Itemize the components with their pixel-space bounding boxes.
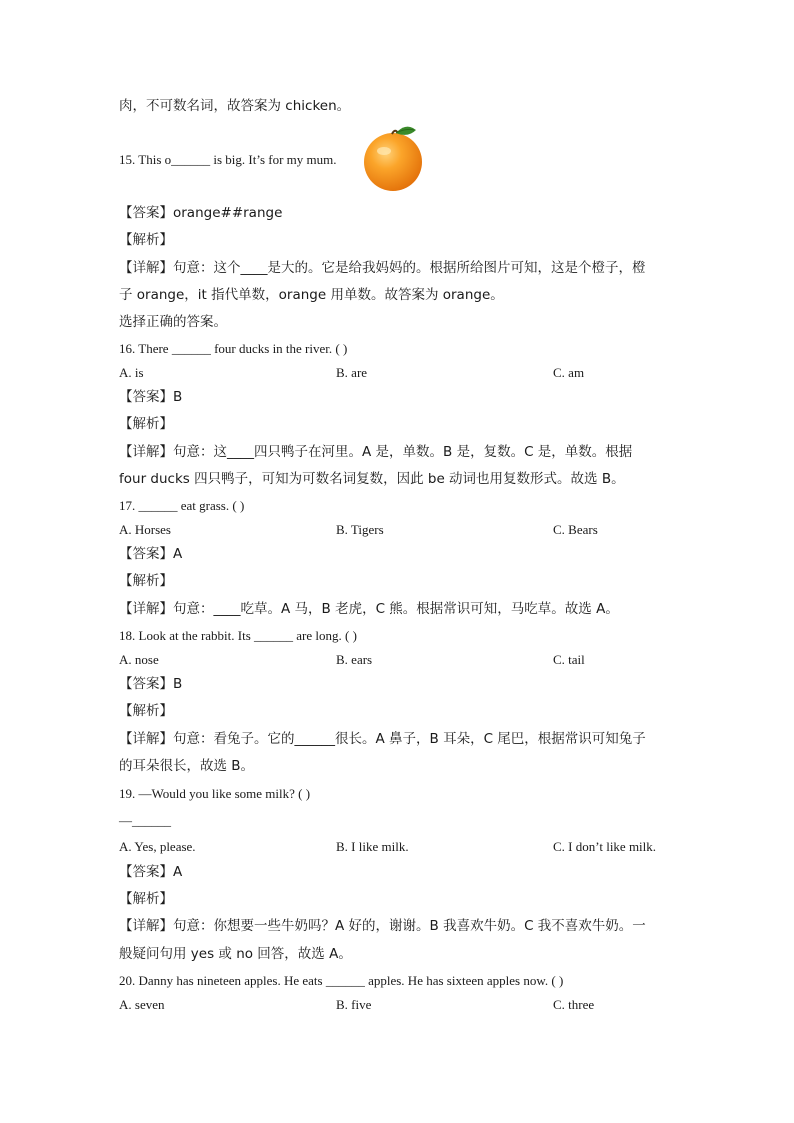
detail-18-line-2: 的耳朵很长，故选 B。: [119, 758, 255, 774]
option-19-c: C. I don’t like milk.: [553, 839, 657, 854]
detail-15-line-2: 子 orange，it 指代单数，orange 用单数。故答案为 orange。: [119, 287, 504, 303]
option-17-b: B. Tigers: [336, 522, 384, 537]
analysis-15: 【解析】: [119, 232, 173, 248]
answer-17: 【答案】A: [119, 546, 183, 562]
detail-15-line-1: 【详解】句意：这个____是大的。它是给我妈妈的。根据所给图片可知，这是个橙子，橙: [119, 260, 646, 276]
question-18: 18. Look at the rabbit. Its ______ are long. ( ): [119, 628, 357, 643]
question-16: 16. There ______ four ducks in the river. ( ): [119, 341, 348, 356]
orange-image: [362, 124, 426, 194]
question-15: 15. This o______ is big. It’s for my mum.: [119, 152, 337, 167]
text-line: 肉，不可数名词，故答案为 chicken。: [119, 98, 351, 114]
analysis-19: 【解析】: [119, 891, 173, 907]
option-17-a: A. Horses: [119, 522, 171, 537]
detail-18-line-1: 【详解】句意：看兔子。它的______很长。A 鼻子，B 耳朵，C 尾巴，根据常识可知兔子: [119, 731, 646, 747]
option-16-b: B. are: [336, 365, 368, 380]
detail-17-line-1: 【详解】句意：____吃草。A 马，B 老虎，C 熊。根据常识可知，马吃草。故选 A。: [119, 601, 619, 617]
option-18-a: A. nose: [119, 652, 159, 667]
option-18-b: B. ears: [336, 652, 373, 667]
option-16-c: C. am: [553, 365, 585, 380]
detail-16-line-1: 【详解】句意：这____四只鸭子在河里。A 是，单数。B 是，复数。C 是，单数。根据: [119, 444, 633, 460]
detail-16-line-2: four ducks 四只鸭子，可知为可数名词复数，因此 be 动词也用复数形式。故选 B。: [119, 471, 625, 487]
detail-15-line-3: 选择正确的答案。: [119, 314, 227, 330]
option-16-a: A. is: [119, 365, 144, 380]
option-17-c: C. Bears: [553, 522, 598, 537]
question-20: 20. Danny has nineteen apples. He eats ______ apples. He has sixteen apples now. ( ): [119, 973, 564, 988]
option-20-c: C. three: [553, 997, 595, 1012]
answer-16: 【答案】B: [119, 389, 183, 405]
answer-18: 【答案】B: [119, 676, 183, 692]
answer-15: 【答案】orange##range: [119, 205, 283, 221]
option-20-a: A. seven: [119, 997, 165, 1012]
option-18-c: C. tail: [553, 652, 585, 667]
answer-19: 【答案】A: [119, 864, 183, 880]
question-17: 17. ______ eat grass. ( ): [119, 498, 245, 513]
analysis-18: 【解析】: [119, 703, 173, 719]
option-20-b: B. five: [336, 997, 372, 1012]
analysis-17: 【解析】: [119, 573, 173, 589]
detail-19-line-2: 般疑问句用 yes 或 no 回答，故选 A。: [119, 946, 352, 962]
analysis-16: 【解析】: [119, 416, 173, 432]
question-19-reply: —______: [119, 813, 171, 828]
question-19: 19. —Would you like some milk? ( ): [119, 786, 311, 801]
detail-19-line-1: 【详解】句意：你想要一些牛奶吗？A 好的，谢谢。B 我喜欢牛奶。C 我不喜欢牛奶。一: [119, 918, 646, 934]
option-19-b: B. I like milk.: [336, 839, 409, 854]
option-19-a: A. Yes, please.: [119, 839, 196, 854]
